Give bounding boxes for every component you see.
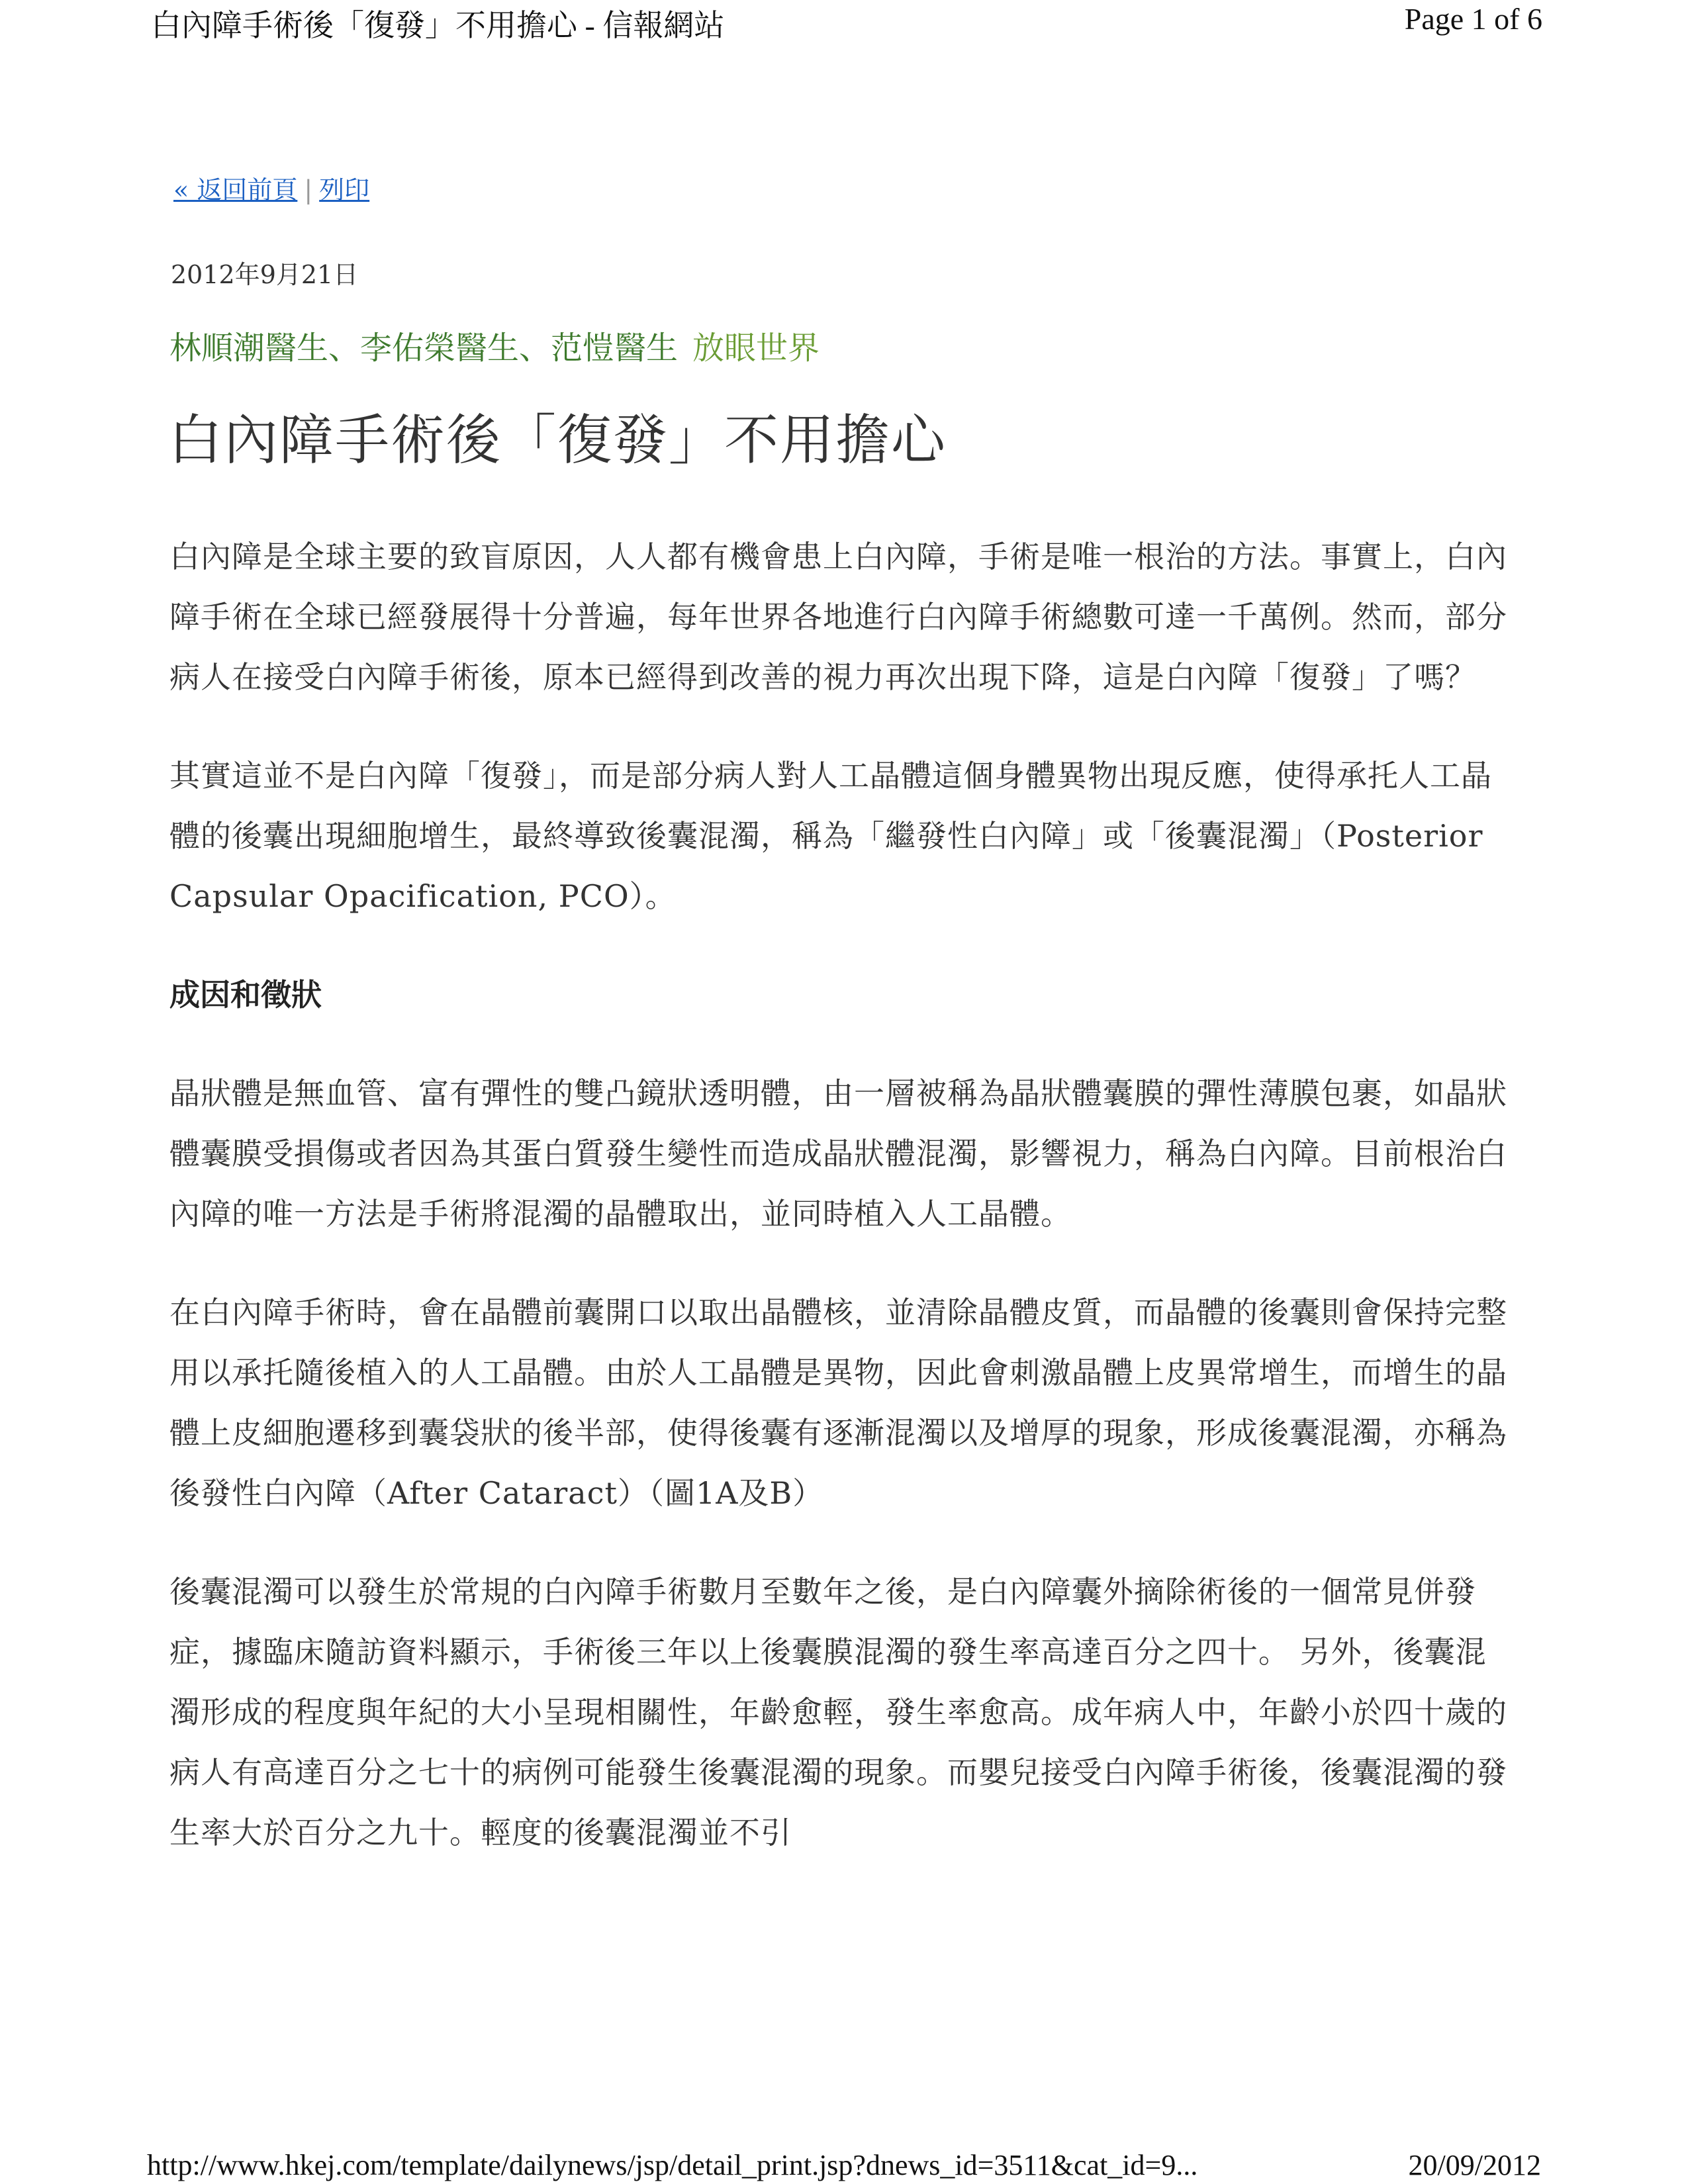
section-heading: 成因和徵狀: [169, 977, 322, 1013]
paragraph: 白內障是全球主要的致盲原因，人人都有機會患上白內障，手術是唯一根治的方法。事實上，白內障手術在全球已經發展得十分普遍，每年世界各地進行白內障手術總數可達一千萬例。然而，部分病人在接受白內障手術後，原本已經得到改善的視力再次出現下降，這是白內障「復發」了嗎？: [169, 539, 1507, 695]
paragraph: 晶狀體是無血管、富有彈性的雙凸鏡狀透明體，由一層被稱為晶狀體囊膜的彈性薄膜包裹，如晶狀體囊膜受損傷或者因為其蛋白質發生變性而造成晶狀體混濁，影響視力，稱為白內障。目前根治白內障的唯一方法是手術將混濁的晶體取出，並同時植入人工晶體。: [169, 1075, 1507, 1232]
byline: [169, 328, 820, 368]
paragraph: 在白內障手術時，會在晶體前囊開口以取出晶體核，並清除晶體皮質，而晶體的後囊則會保持完整用以承托隨後植入的人工晶體。由於人工晶體是異物，因此會刺激晶體上皮異常增生，而增生的晶體上皮細胞遷移到囊袋狀的後半部，使得後囊有逐漸混濁以及增厚的現象，形成後囊混濁，亦稱為後發性白內障（After Cataract）（圖1A及B）: [169, 1295, 1507, 1511]
print-page-number: Page 1 of 6: [1404, 2, 1542, 36]
paragraph: 其實這並不是白內障「復發」，而是部分病人對人工晶體這個身體異物出現反應，使得承托人工晶體的後囊出現細胞增生，最終導致後囊混濁，稱為「繼發性白內障」或「後囊混濁」（Posterior Capsular Opacification, PCO）。: [169, 758, 1492, 914]
print-header-title: 白內障手術後「復發」不用擔心 - 信報網站: [151, 9, 725, 42]
back-link[interactable]: « 返回前頁: [173, 175, 298, 205]
print-link[interactable]: 列印: [319, 175, 370, 205]
nav-separator: |: [304, 175, 313, 205]
byline-column: 放眼世界: [692, 330, 820, 367]
print-footer-date: 20/09/2012: [1408, 2149, 1541, 2181]
article-nav: [173, 173, 369, 206]
article-date: 2012年9月21日: [171, 260, 359, 289]
paragraph: 後囊混濁可以發生於常規的白內障手術數月至數年之後，是白內障囊外摘除術後的一個常見併發症，據臨床隨訪資料顯示，手術後三年以上後囊膜混濁的發生率高達百分之四十。 另外，後囊混濁形成的程度與年紀的大小呈現相關性，年齡愈輕，發生率愈高。成年病人中，年齡小於四十歲的病人有高達百分之七十的病例可能發生後囊混濁的現象。而嬰兒接受白內障手術後，後囊混濁的發生率大於百分之九十。輕度的後囊混濁並不引: [169, 1574, 1507, 1850]
print-footer: [147, 2148, 1541, 2184]
article-headline: 白內障手術後「復發」不用擔心: [168, 409, 947, 472]
print-footer-url: http://www.hkej.com/template/dailynews/jsp/detail_print.jsp?dnews_id=3511&cat_id=9...: [147, 2149, 1198, 2181]
byline-authors: 林順潮醫生、李佑榮醫生、范愷醫生: [169, 330, 679, 367]
print-header: [151, 0, 1542, 42]
article-body: [169, 527, 1513, 1901]
